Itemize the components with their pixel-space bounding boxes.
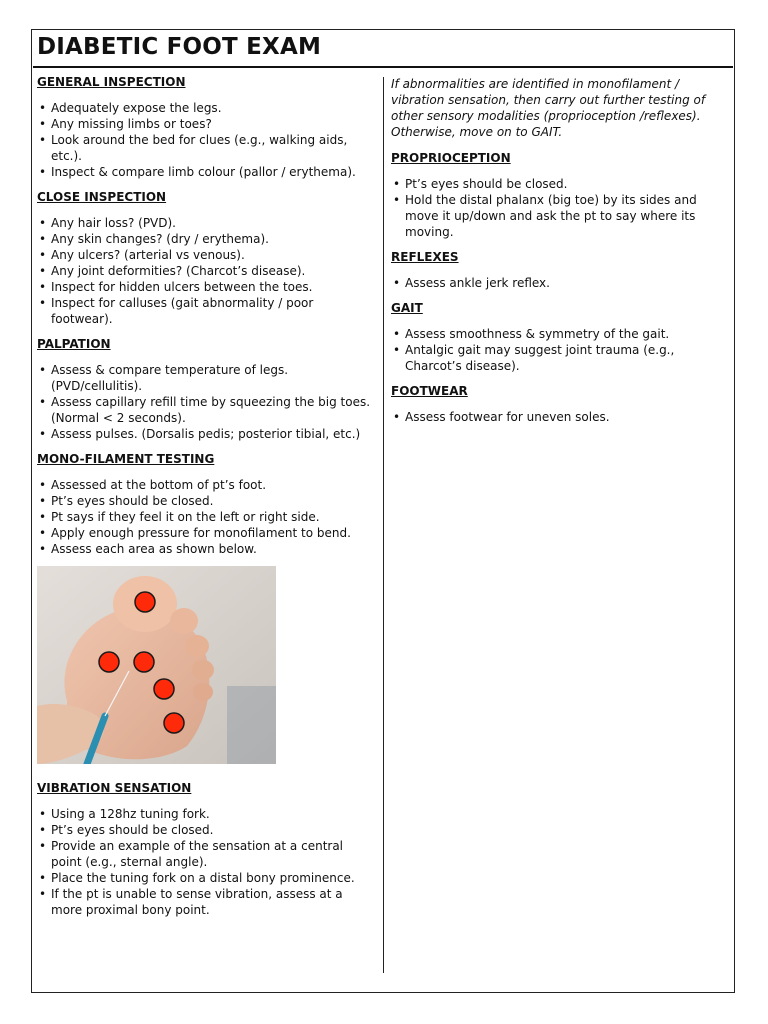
section-heading: PROPRIOCEPTION [391, 151, 511, 165]
list-item: • Using a 128hz tuning fork. [37, 806, 377, 822]
close-inspection-section [37, 189, 377, 327]
test-site-marker [99, 652, 119, 672]
section-heading: GAIT [391, 301, 423, 315]
right-column [391, 74, 729, 434]
list-item: • Pt’s eyes should be closed. [37, 493, 377, 509]
footwear-section [391, 383, 729, 425]
list-item: • Inspect for calluses (gait abnormality / poor footwear). [37, 295, 377, 327]
section-heading: MONO-FILAMENT TESTING [37, 452, 215, 466]
bullet-list [37, 362, 377, 442]
section-heading: CLOSE INSPECTION [37, 190, 167, 204]
list-item: • Assess smoothness & symmetry of the gait. [391, 326, 729, 342]
list-item: • Hold the distal phalanx (big toe) by its sides and move it up/down and ask the pt to say where its moving. [391, 192, 729, 240]
vibration-section [37, 780, 377, 918]
bullet-list [391, 275, 729, 291]
test-site-marker [164, 713, 184, 733]
title-divider [33, 66, 733, 68]
list-item: • Provide an example of the sensation at a central point (e.g., sternal angle). [37, 838, 377, 870]
bullet-list [37, 215, 377, 327]
bullet-list [37, 806, 377, 918]
foot-monofilament-photo [37, 566, 276, 764]
section-heading: PALPATION [37, 337, 111, 351]
test-site-marker [134, 652, 154, 672]
monofilament-section [37, 451, 377, 557]
list-item: • Any joint deformities? (Charcot’s disease). [37, 263, 377, 279]
list-item: • Pt’s eyes should be closed. [37, 822, 377, 838]
section-heading: FOOTWEAR [391, 384, 468, 398]
list-item: • Antalgic gait may suggest joint trauma (e.g., Charcot’s disease). [391, 342, 729, 374]
list-item: • Look around the bed for clues (e.g., walking aids, etc.). [37, 132, 377, 164]
bullet-list [37, 100, 377, 180]
bullet-list [391, 409, 729, 425]
list-item: • Inspect & compare limb colour (pallor / erythema). [37, 164, 377, 180]
list-item: • Apply enough pressure for monofilament to bend. [37, 525, 377, 541]
general-inspection-section [37, 74, 377, 180]
test-site-marker [154, 679, 174, 699]
proprioception-section [391, 150, 729, 240]
column-divider [383, 77, 384, 973]
list-item: • Assessed at the bottom of pt’s foot. [37, 477, 377, 493]
section-heading: REFLEXES [391, 250, 459, 264]
toe-2 [170, 608, 198, 634]
list-item: • Assess & compare temperature of legs. (PVD/cellulitis). [37, 362, 377, 394]
left-column [37, 74, 377, 927]
list-item: • Assess ankle jerk reflex. [391, 275, 729, 291]
palpation-section [37, 336, 377, 442]
toe-5 [193, 683, 213, 701]
section-heading: GENERAL INSPECTION [37, 75, 186, 89]
bullet-list [391, 176, 729, 240]
floor-shadow [227, 686, 276, 764]
reflexes-section [391, 249, 729, 291]
list-item: • Any missing limbs or toes? [37, 116, 377, 132]
list-item: • Any ulcers? (arterial vs venous). [37, 247, 377, 263]
list-item: • Adequately expose the legs. [37, 100, 377, 116]
list-item: • Inspect for hidden ulcers between the toes. [37, 279, 377, 295]
intro-note: If abnormalities are identified in monofilament / vibration sensation, then carry out further testing of other sensory modalities (proprioception /reflexes). Otherwise, move on to GAIT. [391, 77, 706, 139]
test-site-marker [135, 592, 155, 612]
list-item: • Assess footwear for uneven soles. [391, 409, 729, 425]
section-heading: VIBRATION SENSATION [37, 781, 192, 795]
list-item: • Pt says if they feel it on the left or right side. [37, 509, 377, 525]
page-title: DIABETIC FOOT EXAM [37, 34, 322, 60]
list-item: • Assess pulses. (Dorsalis pedis; posterior tibial, etc.) [37, 426, 377, 442]
bullet-list [37, 477, 377, 557]
list-item: • If the pt is unable to sense vibration, assess at a more proximal bony point. [37, 886, 377, 918]
toe-3 [185, 635, 209, 657]
list-item: • Any skin changes? (dry / erythema). [37, 231, 377, 247]
gait-section [391, 300, 729, 374]
list-item: • Assess capillary refill time by squeezing the big toes. (Normal < 2 seconds). [37, 394, 377, 426]
toe-4 [192, 660, 214, 680]
list-item: • Place the tuning fork on a distal bony prominence. [37, 870, 377, 886]
list-item: • Pt’s eyes should be closed. [391, 176, 729, 192]
list-item: • Assess each area as shown below. [37, 541, 377, 557]
bullet-list [391, 326, 729, 374]
list-item: • Any hair loss? (PVD). [37, 215, 377, 231]
